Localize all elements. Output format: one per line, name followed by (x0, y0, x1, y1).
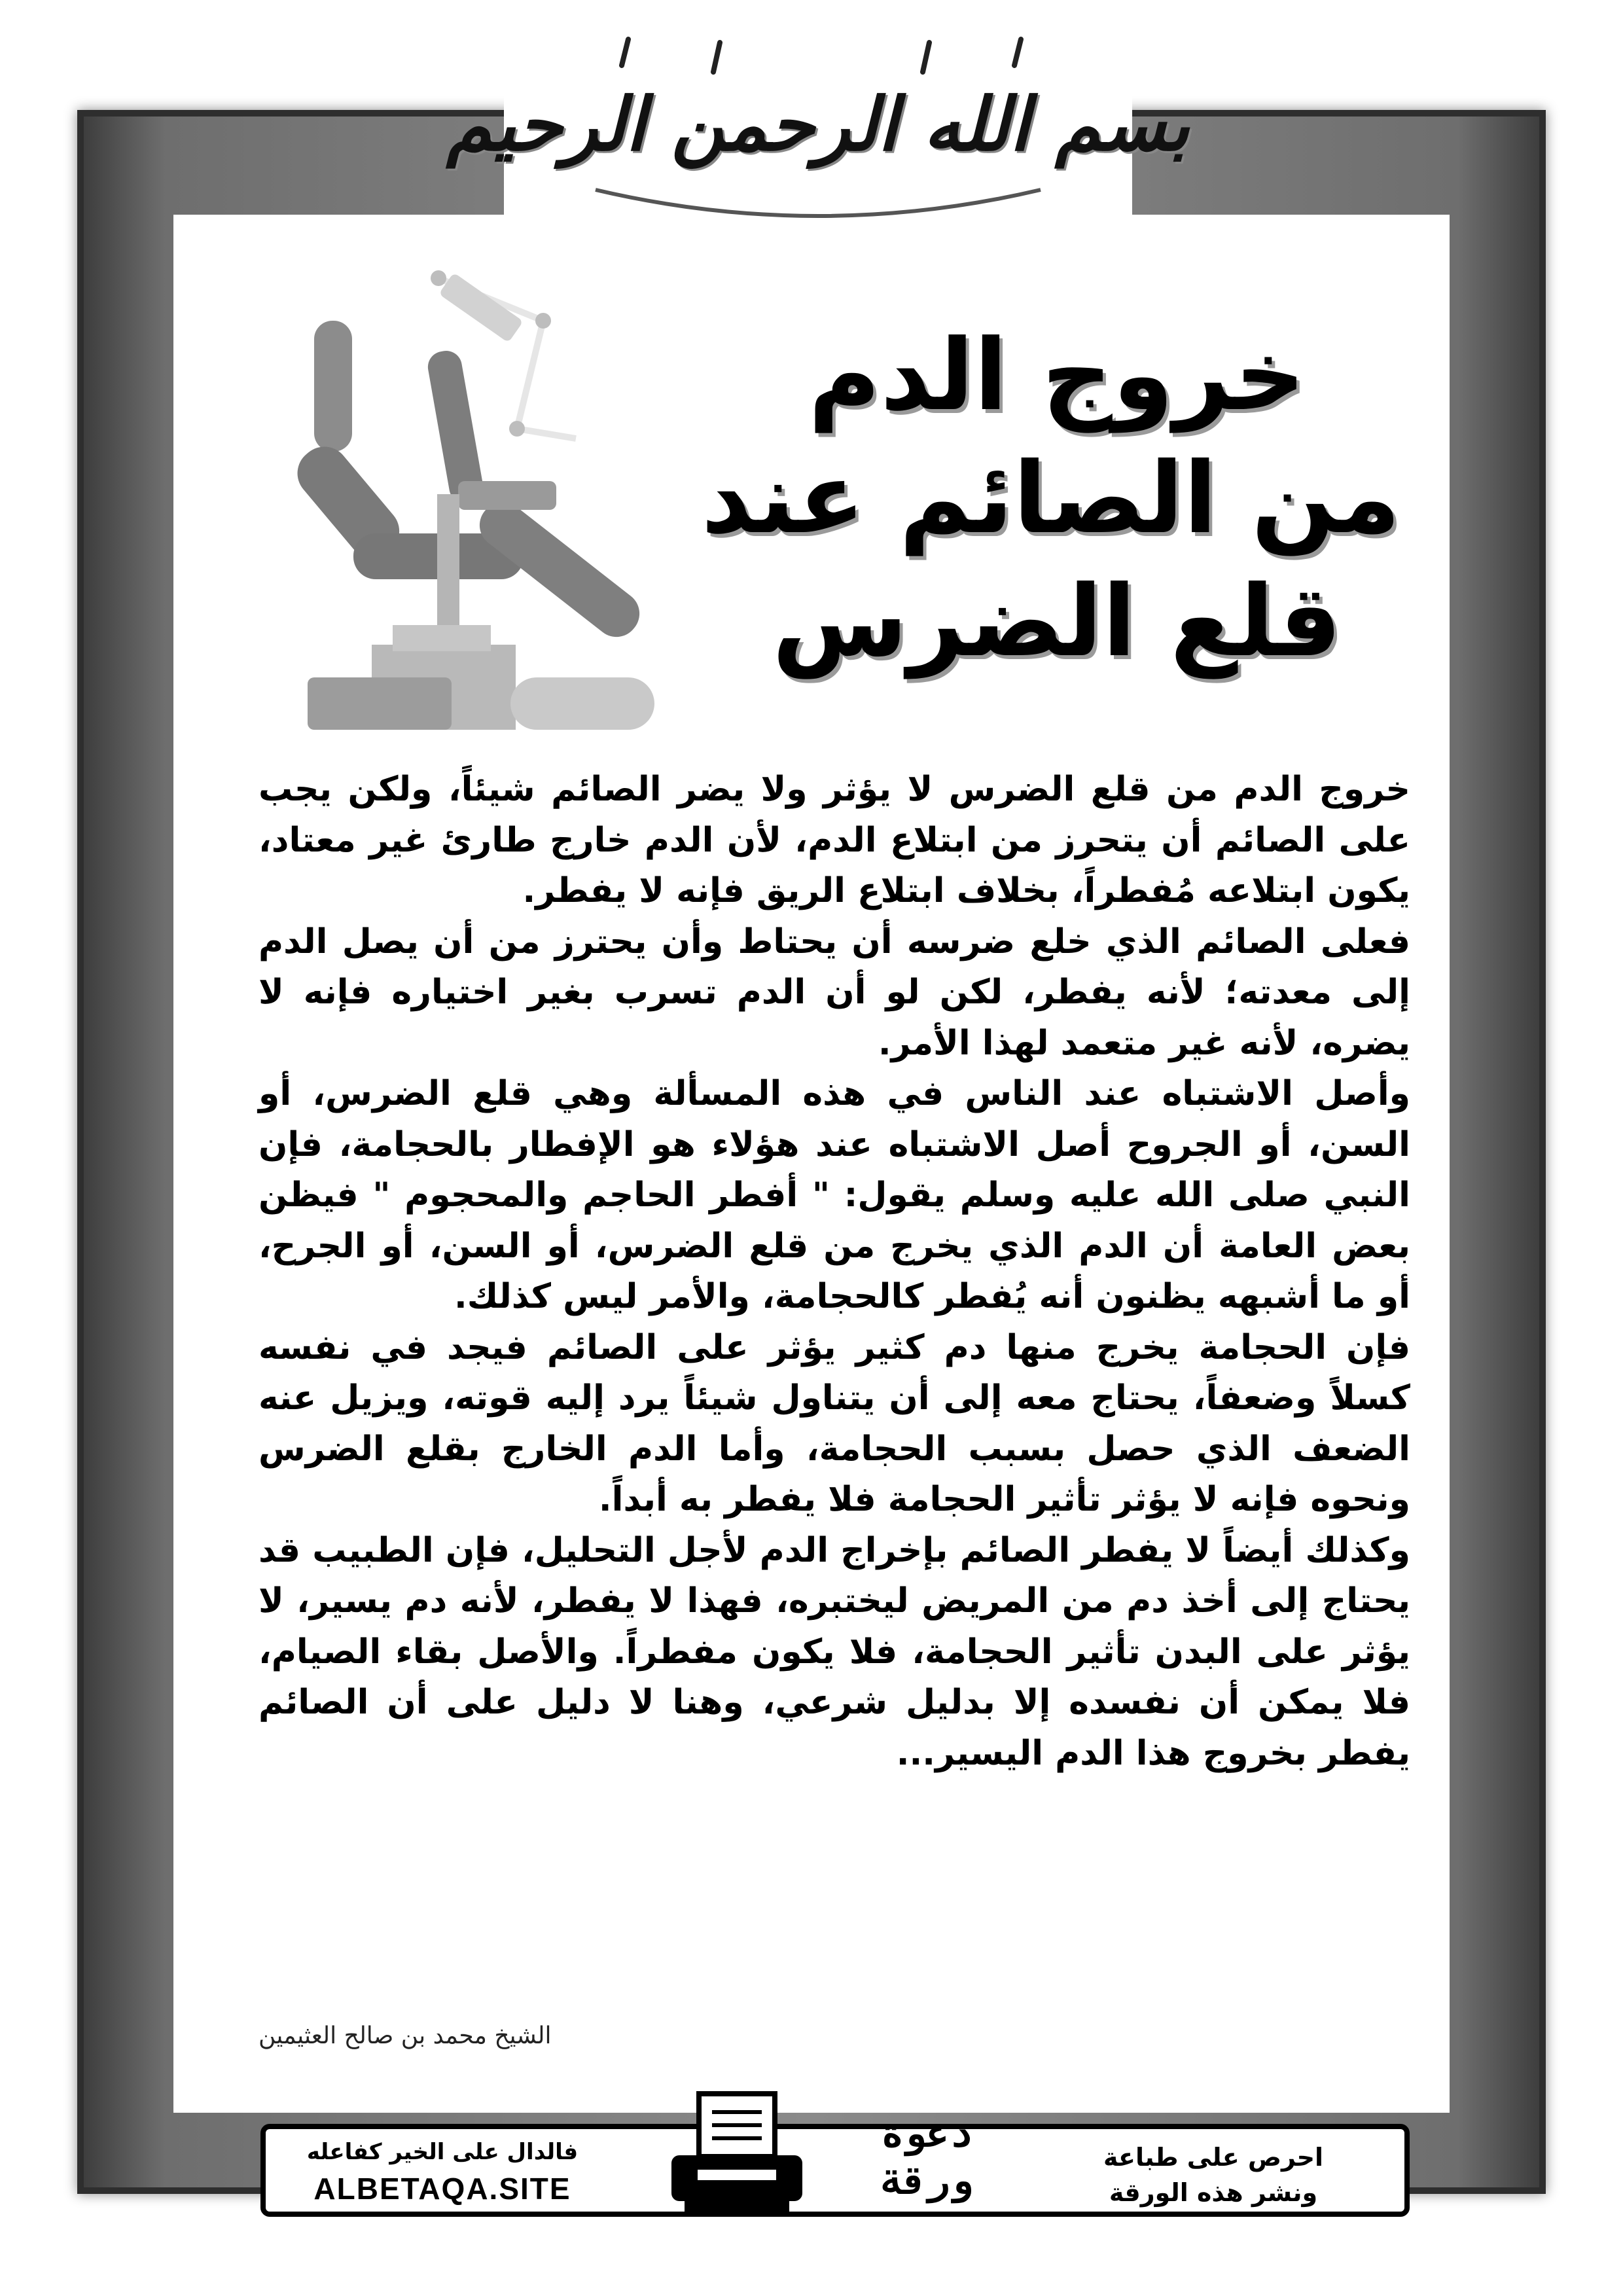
dental-chair-icon (288, 259, 713, 730)
title-line-3: قلع الضرس (772, 565, 1342, 679)
dawa-logo (842, 2098, 1012, 2217)
footer-bar (260, 2111, 1410, 2217)
site-link[interactable]: ALBETAQA.SITE (313, 2172, 571, 2206)
basmala-header (446, 26, 1190, 223)
paragraph-2: فعلى الصائم الذي خلع ضرسه أن يحتاط وأن يحترز من أن يصل الدم إلى معدته؛ لأنه يفطر، لكن لو أن الدم تسرب بغير اختياره فإنه لا يضره، لأنه غير متعمد لهذا الأمر. (259, 922, 1410, 1063)
footer-motto: فالدال على الخير كفاعله (306, 2139, 579, 2165)
author-signature: الشيخ محمد بن صالح العثيمين (259, 2022, 552, 2049)
logo-line-2: ورقة (881, 2159, 972, 2203)
title-line-2: من الصائم عند (701, 442, 1400, 556)
printer-icon (665, 2090, 809, 2218)
print-reminder-line-1: احرص على طباعة (1103, 2143, 1324, 2172)
article-body (259, 764, 1410, 1779)
paragraph-3: وأصل الاشتباه عند الناس في هذه المسألة وهي قلع الضرس، أو السن، أو الجروح أصل الاشتباه عند هؤلاء هو الإفطار بالحجامة، فإن النبي صلى الله عليه وسلم يقول: " أفطر الحاجم والمحجوم " فيظن بعض العامة أن الدم الذي يخرج من قلع الضرس، أو السن، أو الجرح، أو ما أشبهه يظنون أنه يُفطر كالحجامة، والأمر ليس كذلك. (259, 1074, 1410, 1316)
logo-line-1: دعوة (881, 2111, 972, 2156)
paragraph-5: وكذلك أيضاً لا يفطر الصائم بإخراج الدم لأجل التحليل، فإن الطبيب قد يحتاج إلى أخذ دم من المريض ليختبره، فهذا لا يفطر، لأنه دم يسير، لا يؤثر على البدن تأثير الحجامة، فلا يكون مفطراً. والأصل بقاء الصيام، فلا يمكن أن نفسده إلا بدليل شرعي، وهنا لا دليل على أن الصائم يفطر بخروج هذا الدم اليسير... (259, 1530, 1410, 1773)
page-title (701, 314, 1400, 683)
print-reminder (1043, 2140, 1383, 2210)
paragraph-4: فإن الحجامة يخرج منها دم كثير يؤثر على الصائم فيجد في نفسه كسلاً وضعفاً، يحتاج معه إلى أن يتناول شيئاً يرد إليه قوته، ويزيل عنه الضعف الذي حصل بسبب الحجامة، وأما الدم الخارج بقلع الضرس ونحوه فإنه لا يؤثر تأثير الحجامة فلا يفطر به أبداً. (259, 1327, 1410, 1519)
print-reminder-line-2: ونشر هذه الورقة (1109, 2178, 1318, 2207)
title-line-1: خروج الدم (808, 319, 1306, 433)
paragraph-1: خروج الدم من قلع الضرس لا يؤثر ولا يضر الصائم شيئاً، ولكن يجب على الصائم أن يتحرز من ابتلاع الدم، لأن الدم خارج طارئ غير معتاد، يكون ابتلاعه مُفطراً، بخلاف ابتلاع الريق فإنه لا يفطر. (259, 770, 1410, 910)
basmala-text: بسم الله الرحمن الرحيم (446, 81, 1190, 168)
site-info (279, 2136, 606, 2209)
